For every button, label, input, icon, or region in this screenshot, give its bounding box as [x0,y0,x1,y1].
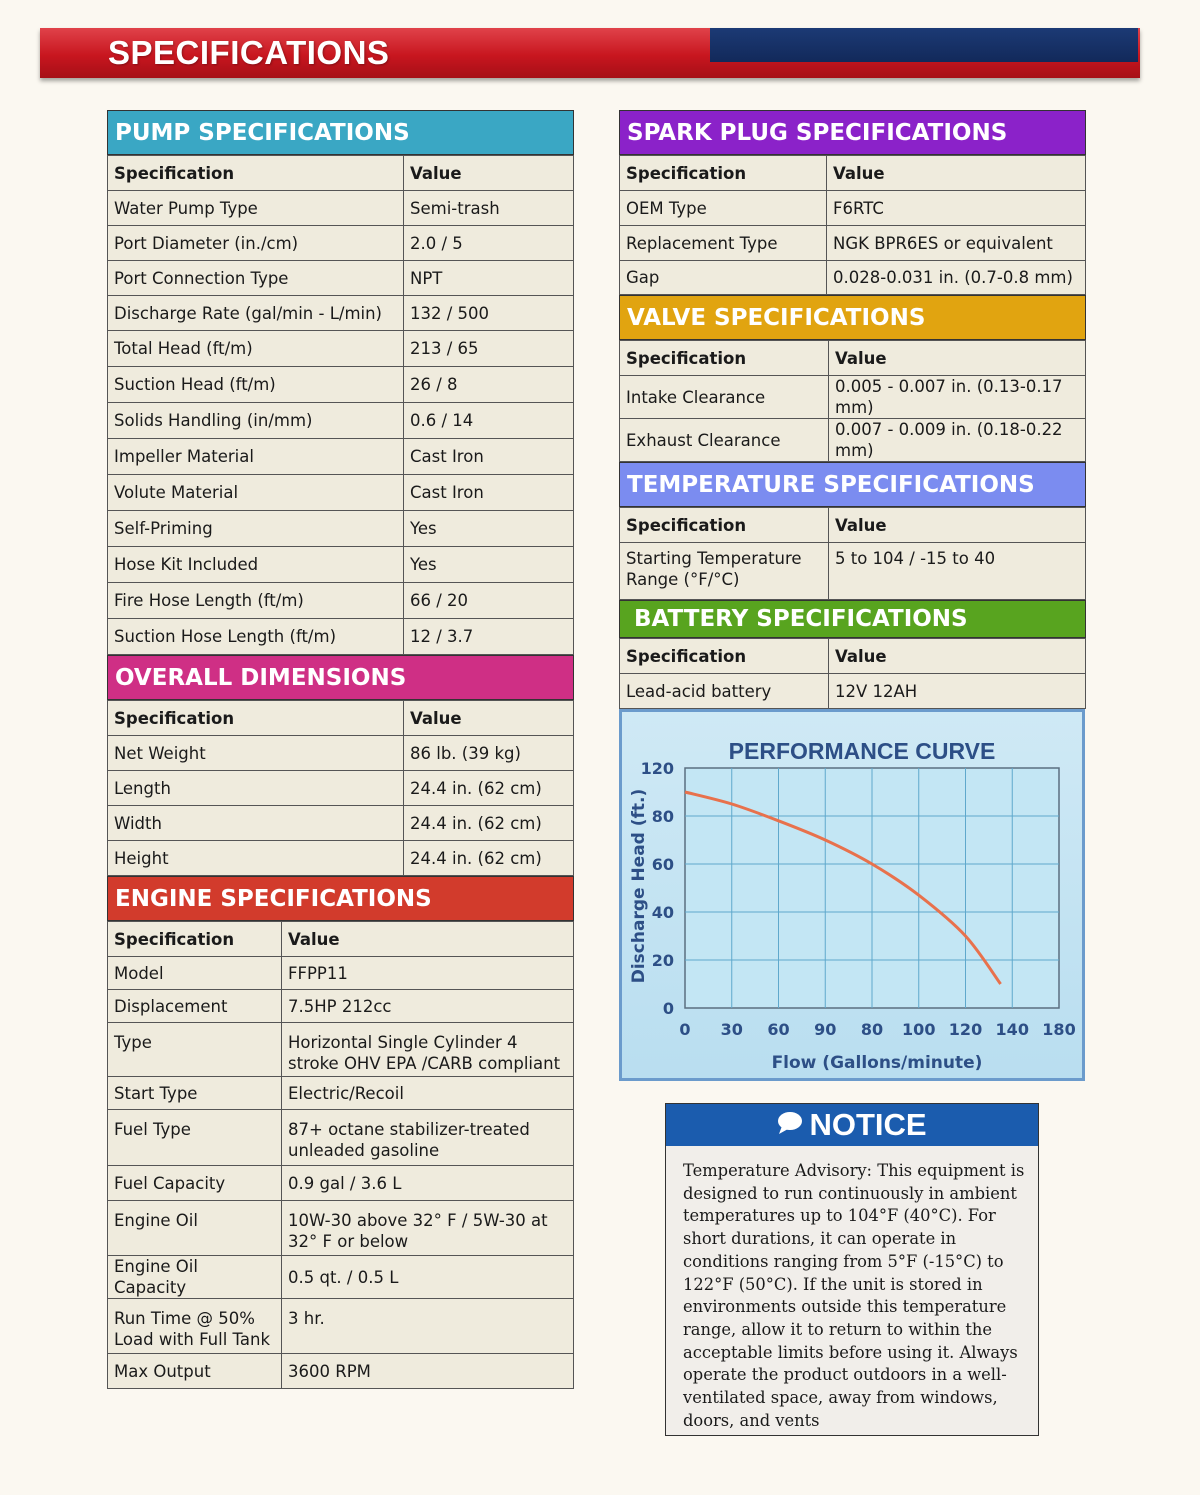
spec-cell: Suction Hose Length (ft/m) [108,619,404,655]
value-cell: 24.4 in. (62 cm) [404,806,574,841]
right-column [619,110,1086,709]
y-tick-label: 80 [651,807,674,826]
spec-cell: Self-Priming [108,511,404,547]
y-tick-label: 40 [651,903,674,922]
value-cell: NGK BPR6ES or equivalent [827,226,1086,261]
column-header-spec: Specification [108,156,404,191]
table-row [620,191,1086,226]
spec-cell: Run Time @ 50% Load with Full Tank [108,1299,282,1354]
column-header-value: Value [829,639,1086,674]
table-row [108,1256,574,1299]
spec-cell: Model [108,957,282,990]
value-cell: 0.005 - 0.007 in. (0.13-0.17 mm) [829,376,1086,419]
table-row [108,331,574,367]
value-cell: 26 / 8 [404,367,574,403]
spec-cell: Displacement [108,990,282,1023]
temperature-specs-table [619,507,1086,600]
header-banner [40,28,1140,78]
spec-cell: Net Weight [108,736,404,771]
value-cell: 87+ octane stabilizer-treated unleaded gasoline [282,1110,574,1166]
value-cell: 5 to 104 / -15 to 40 [829,543,1086,600]
value-cell: 86 lb. (39 kg) [404,736,574,771]
table-row [108,1299,574,1354]
value-cell: Semi-trash [404,191,574,226]
battery-specs-table [619,638,1086,709]
spec-cell: Gap [620,261,827,295]
temperature-specs-heading: TEMPERATURE SPECIFICATIONS [619,462,1086,507]
spec-cell: Impeller Material [108,439,404,475]
table-row [108,367,574,403]
spec-cell: Fuel Type [108,1110,282,1166]
table-row [108,261,574,296]
value-cell: 0.5 qt. / 0.5 L [282,1256,574,1299]
table-header-row [108,701,574,736]
pump-specs-table [107,155,574,655]
table-row [108,957,574,990]
engine-specs-table [107,921,574,1389]
spec-cell: Fuel Capacity [108,1166,282,1201]
performance-curve-svg [622,712,1082,1078]
value-cell: 213 / 65 [404,331,574,367]
table-row [108,1077,574,1110]
y-tick-label: 0 [662,999,674,1018]
page-title: SPECIFICATIONS [108,34,390,71]
value-cell: 24.4 in. (62 cm) [404,841,574,876]
value-cell: 7.5HP 212cc [282,990,574,1023]
value-cell: NPT [404,261,574,296]
notice-header [666,1104,1038,1146]
spec-cell: Starting Temperature Range (°F/°C) [620,543,829,600]
table-row [108,841,574,876]
performance-curve-chart [619,709,1085,1081]
column-header-spec: Specification [620,341,829,376]
banner-navy-stripe [710,28,1138,62]
table-row [108,191,574,226]
column-header-value: Value [829,508,1086,543]
valve-specs-table [619,340,1086,462]
y-tick-label: 120 [640,759,674,778]
battery-specs-heading: BATTERY SPECIFICATIONS [619,600,1086,638]
value-cell: FFPP11 [282,957,574,990]
spec-cell: Length [108,771,404,806]
column-header-spec: Specification [620,156,827,191]
chart-grid [685,768,1059,1008]
spec-cell: Discharge Rate (gal/min - L/min) [108,296,404,331]
value-cell: 10W-30 above 32° F / 5W-30 at 32° F or below [282,1201,574,1256]
spec-cell: OEM Type [620,191,827,226]
spark-plug-table [619,155,1086,295]
column-header-value: Value [404,701,574,736]
column-header-value: Value [829,341,1086,376]
value-cell: Cast Iron [404,475,574,511]
x-tick-label: 90 [814,1020,837,1039]
spec-cell: Volute Material [108,475,404,511]
y-tick-label: 20 [651,951,674,970]
column-header-value: Value [404,156,574,191]
table-header-row [620,156,1086,191]
spec-cell: Max Output [108,1354,282,1389]
table-header-row [108,922,574,957]
left-column [107,110,574,1389]
value-cell: Horizontal Single Cylinder 4 stroke OHV EPA /CARB compliant [282,1023,574,1077]
table-row [108,771,574,806]
column-header-spec: Specification [620,639,829,674]
spec-cell: Fire Hose Length (ft/m) [108,583,404,619]
x-tick-label: 80 [860,1020,884,1039]
spec-cell: Hose Kit Included [108,547,404,583]
value-cell: 0.007 - 0.009 in. (0.18-0.22 mm) [829,419,1086,462]
spec-cell: Exhaust Clearance [620,419,829,462]
table-row [108,806,574,841]
value-cell: 0.028-0.031 in. (0.7-0.8 mm) [827,261,1086,295]
table-header-row [620,341,1086,376]
table-row [108,619,574,655]
x-tick-label: 120 [948,1020,983,1039]
x-tick-label: 30 [720,1020,743,1039]
spec-cell: Lead-acid battery [620,674,829,709]
spec-cell: Solids Handling (in/mm) [108,403,404,439]
spec-cell: Intake Clearance [620,376,829,419]
x-tick-label: 180 [1042,1020,1076,1039]
table-row [108,1110,574,1166]
value-cell: Yes [404,547,574,583]
table-row [108,736,574,771]
x-tick-label: 140 [995,1020,1029,1039]
value-cell: Yes [404,511,574,547]
x-tick-label: 60 [767,1020,790,1039]
value-cell: 3 hr. [282,1299,574,1354]
spec-cell: Width [108,806,404,841]
x-axis-ticks [679,1020,1075,1039]
table-header-row [620,508,1086,543]
valve-specs-heading: VALVE SPECIFICATIONS [619,295,1086,340]
spark-plug-heading: SPARK PLUG SPECIFICATIONS [619,110,1086,155]
value-cell: 12V 12AH [829,674,1086,709]
y-axis-label: Discharge Head (ft.) [629,788,649,984]
table-row [620,226,1086,261]
column-header-value: Value [282,922,574,957]
spec-cell: Suction Head (ft/m) [108,367,404,403]
value-cell: 66 / 20 [404,583,574,619]
spec-cell: Replacement Type [620,226,827,261]
value-cell: 132 / 500 [404,296,574,331]
spec-cell: Start Type [108,1077,282,1110]
notice-body: This equipment is designed to run continuously in ambient temperatures up to 104°F (40°C). For short durations, it can operate in conditions ranging from 5°F (-15°C) to 122°F (50°C). If the unit is stored in environments outside this temperature range, allow it to return to within the acceptable limits before using it. Always operate the product outdoors in a well-ventilated space, away from windows, doors, and vents [683,1161,1025,1430]
column-header-spec: Specification [620,508,829,543]
value-cell: 0.9 gal / 3.6 L [282,1166,574,1201]
table-row [108,226,574,261]
spec-cell: Port Connection Type [108,261,404,296]
pump-specs-heading: PUMP SPECIFICATIONS [107,110,574,155]
value-cell: 12 / 3.7 [404,619,574,655]
table-row [108,403,574,439]
table-row [108,511,574,547]
value-cell: 2.0 / 5 [404,226,574,261]
table-row [108,1166,574,1201]
table-row [108,475,574,511]
notice-text [666,1146,1038,1432]
table-row [620,543,1086,600]
x-axis-label: Flow (Gallons/minute) [771,1053,983,1073]
notice-lead: Temperature Advisory: [683,1161,873,1180]
table-row [108,296,574,331]
column-header-spec: Specification [108,701,404,736]
dimensions-heading: OVERALL DIMENSIONS [107,655,574,700]
y-tick-label: 60 [651,855,674,874]
value-cell: Electric/Recoil [282,1077,574,1110]
table-row [620,674,1086,709]
column-header-value: Value [827,156,1086,191]
spec-cell: Engine Oil Capacity [108,1256,282,1299]
table-row [108,439,574,475]
table-row [620,261,1086,295]
table-row [108,990,574,1023]
spec-cell: Engine Oil [108,1201,282,1256]
spec-cell: Total Head (ft/m) [108,331,404,367]
spec-cell: Water Pump Type [108,191,404,226]
value-cell: Cast Iron [404,439,574,475]
x-tick-label: 0 [679,1020,691,1039]
notice-box [665,1103,1039,1436]
table-row [108,1201,574,1256]
table-row [108,583,574,619]
x-tick-label: 100 [902,1020,936,1039]
value-cell: 24.4 in. (62 cm) [404,771,574,806]
notice-title: NOTICE [809,1107,927,1142]
engine-specs-heading: ENGINE SPECIFICATIONS [107,876,574,921]
table-row [620,419,1086,462]
value-cell: 3600 RPM [282,1354,574,1389]
table-row [620,376,1086,419]
column-header-spec: Specification [108,922,282,957]
table-row [108,547,574,583]
value-cell: 0.6 / 14 [404,403,574,439]
table-header-row [620,639,1086,674]
table-row [108,1354,574,1389]
chart-title: PERFORMANCE CURVE [728,738,996,764]
table-header-row [108,156,574,191]
spec-cell: Height [108,841,404,876]
value-cell: F6RTC [827,191,1086,226]
spec-cell: Port Diameter (in./cm) [108,226,404,261]
spec-cell: Type [108,1023,282,1077]
speech-bubble-icon [777,1107,803,1143]
table-row [108,1023,574,1077]
dimensions-table [107,700,574,876]
